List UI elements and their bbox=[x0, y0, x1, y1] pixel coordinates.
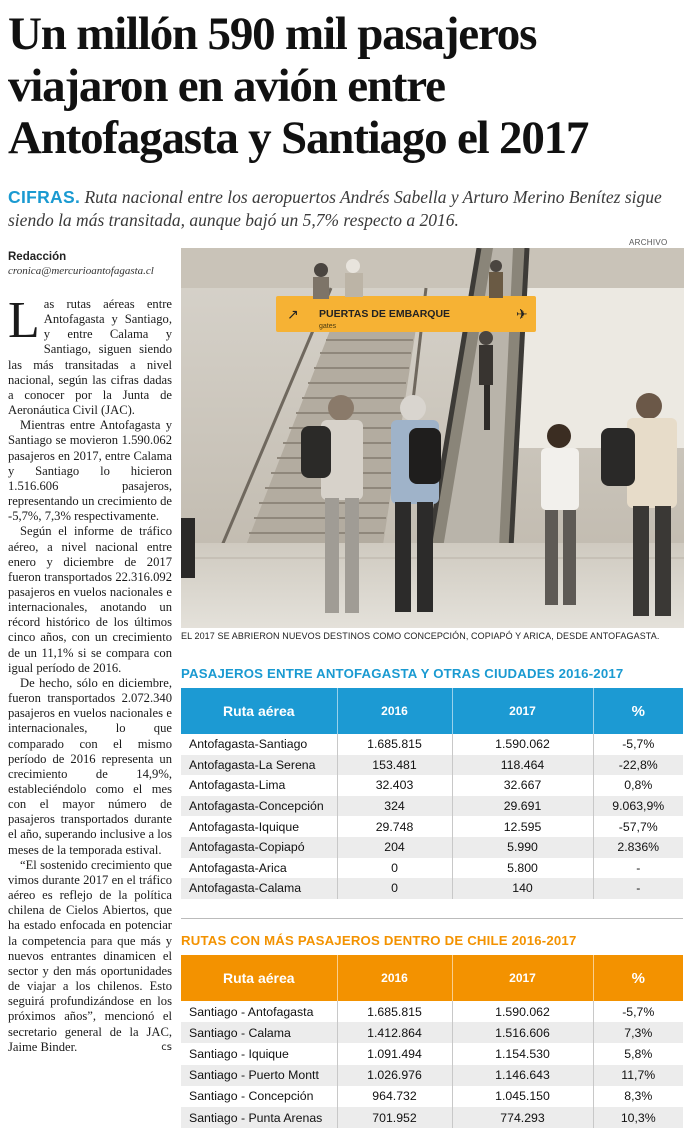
table-row bbox=[181, 1022, 683, 1043]
byline-author: Redacción bbox=[8, 251, 67, 263]
table-cell: 5.800 bbox=[452, 858, 593, 879]
boarding-gates-sign bbox=[276, 296, 536, 332]
table1-header-route: Ruta aérea bbox=[181, 688, 337, 734]
table-cell: 32.667 bbox=[452, 775, 593, 796]
table-cell: Santiago - Iquique bbox=[181, 1043, 337, 1064]
deck-kicker: CIFRAS. bbox=[8, 187, 81, 207]
table-row bbox=[181, 796, 683, 817]
table-cell: Santiago - Puerto Montt bbox=[181, 1065, 337, 1086]
table-cell: 1.590.062 bbox=[452, 1001, 593, 1022]
table2-header-2016: 2016 bbox=[337, 955, 452, 1001]
table1 bbox=[181, 688, 683, 899]
table-cell: -5,7% bbox=[622, 1004, 655, 1019]
sign-sub-text: gates bbox=[319, 323, 337, 330]
table-cell: 1.685.815 bbox=[337, 734, 452, 755]
table-cell: Antofagasta-Santiago bbox=[181, 734, 337, 755]
airport-scene-illustration bbox=[181, 248, 684, 628]
table2-header-2017: 2017 bbox=[452, 955, 593, 1001]
table-row bbox=[181, 878, 683, 899]
dropcap: L bbox=[8, 292, 40, 349]
table-cell: 1.026.976 bbox=[337, 1065, 452, 1086]
article-body bbox=[8, 292, 172, 1055]
table-cell: 774.293 bbox=[452, 1107, 593, 1128]
headline bbox=[8, 8, 684, 164]
table-cell: Antofagasta-La Serena bbox=[181, 755, 337, 776]
table-cell: 701.952 bbox=[337, 1107, 452, 1128]
table1-header-row bbox=[181, 688, 683, 734]
table2-title: RUTAS CON MÁS PASAJEROS DENTRO DE CHILE 2016-2017 bbox=[181, 933, 577, 948]
photo-credit: ARCHIVO bbox=[629, 238, 668, 247]
photo-caption: EL 2017 SE ABRIERON NUEVOS DESTINOS COMO CONCEPCIÓN, COPIAPÓ Y ARICA, DESDE ANTOFAGASTA. bbox=[181, 631, 660, 641]
table-cell: 140 bbox=[452, 878, 593, 899]
table-row bbox=[181, 734, 683, 755]
deck-text: Ruta nacional entre los aeropuertos Andrés Sabella y Arturo Merino Benítez sigue siendo la más transitada, aunque bajó un 5,7% respecto a 2016. bbox=[8, 187, 662, 230]
table-row bbox=[181, 1065, 683, 1086]
svg-text:↗: ↗ bbox=[287, 307, 299, 323]
table-cell: 9.063,9% bbox=[593, 796, 683, 817]
table-row bbox=[181, 1043, 683, 1064]
table-cell: - bbox=[593, 878, 683, 899]
table-cell: Santiago - Antofagasta bbox=[181, 1001, 337, 1022]
airport-photo bbox=[181, 248, 684, 628]
paragraph-4: De hecho, sólo en diciembre, fueron transportados 2.072.340 pasajeros en vuelos nacionales e internacionales, lo que comparado con el mismo período de 2016 representa un crecimiento de 14,9%, estableciéndolo como el mes con el mayor número de pasajeros transportados durante el año, superando inclusive a los meses de la temporada estival. bbox=[8, 675, 172, 857]
table-row bbox=[181, 837, 683, 858]
table-cell: Santiago - Concepción bbox=[181, 1086, 337, 1107]
table-cell: Santiago - Calama bbox=[181, 1022, 337, 1043]
table-cell: 153.481 bbox=[337, 755, 452, 776]
table-cell: -22,8% bbox=[593, 755, 683, 776]
table-cell: Antofagasta-Copiapó bbox=[181, 837, 337, 858]
table-cell: 29.748 bbox=[337, 816, 452, 837]
table-cell: 0 bbox=[337, 878, 452, 899]
sign-main-text: PUERTAS DE EMBARQUE bbox=[319, 308, 451, 320]
paragraph-5-text: “El sostenido crecimiento que vimos durante 2017 en el tráfico aéreo es reflejo de la política chilena de Cielos Abiertos, que ha estado enfocada en potenciar la competencia para que más y nuevos entrantes dinamicen el sector y den más oportunidades de viajar a los chilenos. Esto seguirá profundizándose en los próximos años”, mencionó el secretario general de la JAC, Jaime Binder. bbox=[8, 857, 172, 1054]
table-cell: Antofagasta-Calama bbox=[181, 878, 337, 899]
table-cell: 0,8% bbox=[624, 778, 653, 793]
table-cell: Santiago - Punta Arenas bbox=[181, 1107, 337, 1128]
paragraph-1-text: as rutas aéreas entre Antofagasta y Santiago, y entre Calama y Santiago, siguen siendo las más transitadas a nivel nacional, según las cifras dadas a conocer por la Junta de Aeronáutica Civil (JAC). bbox=[8, 297, 172, 418]
table-cell: 5.990 bbox=[452, 837, 593, 858]
table-cell: 12.595 bbox=[452, 816, 593, 837]
paragraph-2: Mientras entre Antofagasta y Santiago se movieron 1.590.062 pasajeros en 2017, entre Calama y Santiago lo hicieron 1.516.606 pasajeros, representando un crecimiento de -5,7%, 7,3% respectivamente. bbox=[8, 418, 172, 524]
table-cell: -5,7% bbox=[622, 737, 655, 752]
table-cell: 0 bbox=[337, 858, 452, 879]
svg-text:✈: ✈ bbox=[516, 307, 528, 323]
table-cell: 11,7% bbox=[593, 1065, 683, 1086]
table-cell: 1.516.606 bbox=[452, 1022, 593, 1043]
headline-line-2: viajaron en avión entre bbox=[8, 60, 445, 112]
table1-bottom-rule bbox=[181, 918, 683, 919]
table-row bbox=[181, 816, 683, 837]
table-cell: 2.836% bbox=[593, 837, 683, 858]
paragraph-3: Según el informe de tráfico aéreo, a nivel nacional entre enero y diciembre de 2017 fueron transportados 22.316.092 pasajeros en vuelos nacionales e internacionales, anotando un récord histórico de los últimos cinco años, con un crecimiento de un 11,1% si se compara con igual período de 2016. bbox=[8, 524, 172, 675]
table-row bbox=[181, 755, 683, 776]
table1-header-percent: % bbox=[593, 688, 683, 734]
table-row bbox=[181, 1107, 683, 1128]
table-row bbox=[181, 858, 683, 879]
table-cell: 10,3% bbox=[593, 1107, 683, 1128]
table-cell: 29.691 bbox=[452, 796, 593, 817]
table-cell: 8,3% bbox=[624, 1089, 653, 1104]
table-cell: 964.732 bbox=[337, 1086, 452, 1107]
table-cell: 1.154.530 bbox=[452, 1043, 593, 1064]
end-mark: cs bbox=[161, 1041, 172, 1053]
table-cell: 5,8% bbox=[624, 1046, 653, 1061]
table-cell: 118.464 bbox=[452, 755, 593, 776]
table2-header-row bbox=[181, 955, 683, 1001]
table-cell: 1.590.062 bbox=[452, 734, 593, 755]
paragraph-5 bbox=[8, 858, 172, 1055]
table-cell: 7,3% bbox=[593, 1022, 683, 1043]
table-cell: Antofagasta-Concepción bbox=[181, 796, 337, 817]
table-cell: Antofagasta-Arica bbox=[181, 858, 337, 879]
table-cell: -57,7% bbox=[618, 819, 658, 834]
table-cell: Antofagasta-Lima bbox=[181, 775, 337, 796]
table-cell: 32.403 bbox=[337, 775, 452, 796]
table-cell: 1.045.150 bbox=[452, 1086, 593, 1107]
deck bbox=[8, 186, 684, 232]
byline-email[interactable]: cronica@mercurioantofagasta.cl bbox=[8, 265, 154, 277]
table-cell: 324 bbox=[337, 796, 452, 817]
table-row bbox=[181, 1086, 683, 1107]
table-cell: 1.412.864 bbox=[337, 1022, 452, 1043]
paragraph-1 bbox=[8, 292, 172, 418]
table2-header-percent: % bbox=[593, 955, 683, 1001]
byline bbox=[8, 251, 173, 277]
table2-header-route: Ruta aérea bbox=[181, 955, 337, 1001]
headline-line-3: Antofagasta y Santiago el 2017 bbox=[8, 112, 589, 164]
table-cell: - bbox=[636, 860, 641, 875]
table2 bbox=[181, 955, 683, 1128]
table-cell: 1.685.815 bbox=[337, 1001, 452, 1022]
table-cell: 1.146.643 bbox=[452, 1065, 593, 1086]
table-row bbox=[181, 1001, 683, 1022]
table-row bbox=[181, 775, 683, 796]
table1-header-2016: 2016 bbox=[337, 688, 452, 734]
table1-header-2017: 2017 bbox=[452, 688, 593, 734]
headline-line-1: Un millón 590 mil pasajeros bbox=[8, 8, 537, 60]
table-cell: Antofagasta-Iquique bbox=[181, 816, 337, 837]
table1-title: PASAJEROS ENTRE ANTOFAGASTA Y OTRAS CIUDADES 2016-2017 bbox=[181, 666, 624, 681]
table-cell: 204 bbox=[337, 837, 452, 858]
table-cell: 1.091.494 bbox=[337, 1043, 452, 1064]
